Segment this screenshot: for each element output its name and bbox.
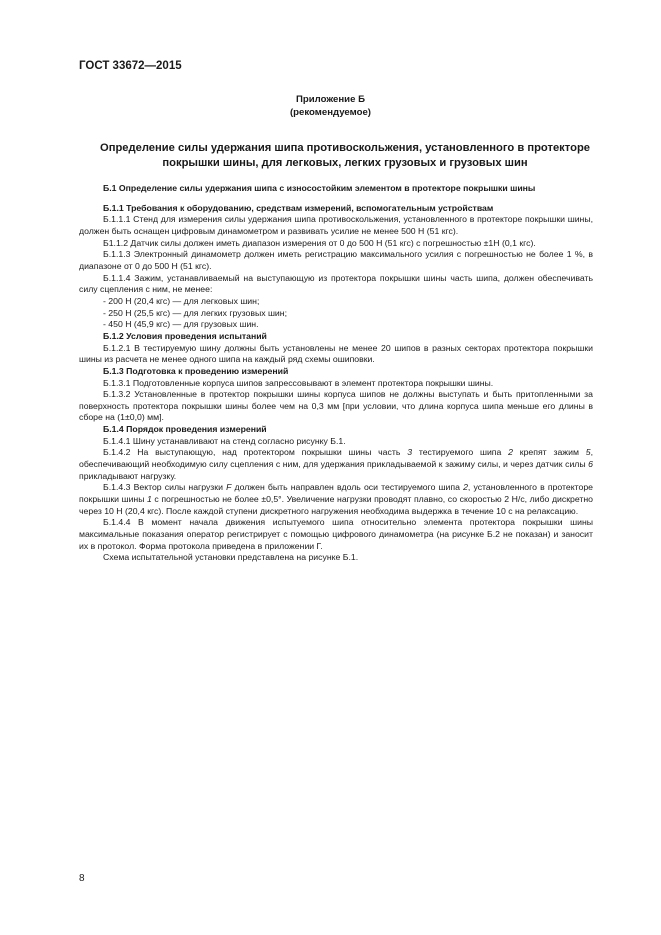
paragraph-b111: Б.1.1.1 Стенд для измерения силы удержания шипа противоскольжения, установленного в протекторе покрышки шины, должен быть оснащен цифровым динамометром и развивать усилие не менее 500 Н (51 кгс). (79, 214, 593, 236)
paragraph-b143 (79, 482, 593, 517)
item-number: 5 (585, 447, 591, 458)
paragraph-b132: Б.1.3.2 Установленные в протектор покрышки шины корпуса шипов не должны выступать и быть притопленными за поверхность протектора покрышки шины более чем на 0,3 мм [при условии, что длина корпуса шипа меньше его длины в сборе на (1±0,0) мм]. (79, 389, 593, 423)
section-b1-heading: Б.1 Определение силы удержания шипа с износостойким элементом в протекторе покрышки шины (103, 183, 536, 193)
item-number: 2 (463, 482, 468, 493)
text-run: крепят зажим (512, 447, 586, 458)
text-run: , обеспечивающий необходимую силу сцепления с ним, для удержания прикладываемой к зажиму силы, и через датчик силы (79, 447, 593, 470)
paragraph-b113: Б.1.1.3 Электронный динамометр должен иметь регистрацию максимального усилия с погрешностью не более 1 %, в диапазоне от 0 до 500 Н (51 кгс). (79, 249, 593, 271)
section-b12-heading: Б.1.2 Условия проведения испытаний (103, 330, 267, 341)
document-standard-header: ГОСТ 33672—2015 (79, 60, 182, 72)
list-item: - 250 Н (25,5 кгс) — для легких грузовых шин; (103, 307, 287, 318)
section-b14-heading: Б.1.4 Порядок проведения измерений (103, 424, 267, 435)
text-run: с погрешностью не более ±0,5°. Увеличение нагрузки проводят плавно, со скоростью 2 Н/с, либо дискретно через 10 Н (20,4 кгс). После каждой ступени дискретного нагружения необходима выдержка в течение 10 с на релаксацию. (79, 494, 593, 516)
list-item: - 450 Н (45,9 кгс) — для грузовых шин. (103, 319, 259, 330)
list-item: - 200 Н (20,4 кгс) — для легковых шин; (103, 295, 260, 306)
appendix-label: Приложение Б (296, 94, 365, 105)
force-symbol: F (226, 482, 232, 493)
paragraph-b142 (79, 447, 593, 482)
item-number: 2 (508, 447, 513, 458)
section-b13-heading: Б.1.3 Подготовка к проведению измерений (103, 365, 289, 376)
text-run: , установленного в протекторе покрышки шины (79, 482, 593, 505)
paragraph-b131: Б.1.3.1 Подготовленные корпуса шипов запрессовывают в элемент протектора покрышки шины. (103, 377, 494, 388)
text-run: тестируемого шипа (412, 447, 509, 458)
paragraph-b112: Б1.1.2 Датчик силы должен иметь диапазон измерения от 0 до 500 Н (51 кгс) с погрешностью ±1Н (0,1 кгс). (103, 237, 536, 248)
item-number: 3 (407, 447, 413, 458)
section-b11-heading: Б.1.1 Требования к оборудованию, средствам измерений, вспомогательным устройствам (103, 202, 494, 213)
text-run: прикладывают нагрузку. (79, 470, 177, 481)
item-number: 6 (588, 459, 593, 470)
item-number: 1 (147, 494, 152, 505)
paragraph-b114: Б.1.1.4 Зажим, устанавливаемый на выступающую из протектора покрышки шины часть шипа, должен обеспечивать силу сцепления с ним, не менее: (79, 272, 593, 295)
paragraph-schema: Схема испытательной установки представлена на рисунке Б.1. (103, 552, 359, 563)
appendix-title: Определение силы удержания шипа противоскольжения, установленного в протекторе покрышки шины, для легковых, легких грузовых и грузовых шин (100, 142, 590, 169)
text-run: Б.1.4.3 Вектор силы нагрузки (103, 482, 227, 493)
paragraph-b141: Б.1.4.1 Шину устанавливают на стенд согласно рисунку Б.1. (103, 435, 346, 446)
page-number: 8 (79, 873, 85, 884)
paragraph-b121: Б.1.2.1 В тестируемую шину должны быть установлены не менее 20 шипов в разных секторах протектора покрышки шины из расчета не менее одного шипа на каждый ряд схемы ошиповки. (79, 342, 593, 365)
paragraph-b144: Б.1.4.4 В момент начала движения испытуемого шипа относительно элемента протектора покрышки шины максимальные показания оператор регистрирует с помощью цифрового динамометра (на рисунке Б.2 не показан) и заносит их в протокол. Форма протокола приведена в приложении Г. (79, 517, 593, 551)
text-run: Б.1.4.2 На выступающую, над протектором покрышки шины часть (103, 447, 408, 458)
text-run: должен быть направлен вдоль оси тестируемого шипа (231, 482, 464, 493)
appendix-status: (рекомендуемое) (289, 107, 371, 118)
document-body (79, 183, 593, 564)
